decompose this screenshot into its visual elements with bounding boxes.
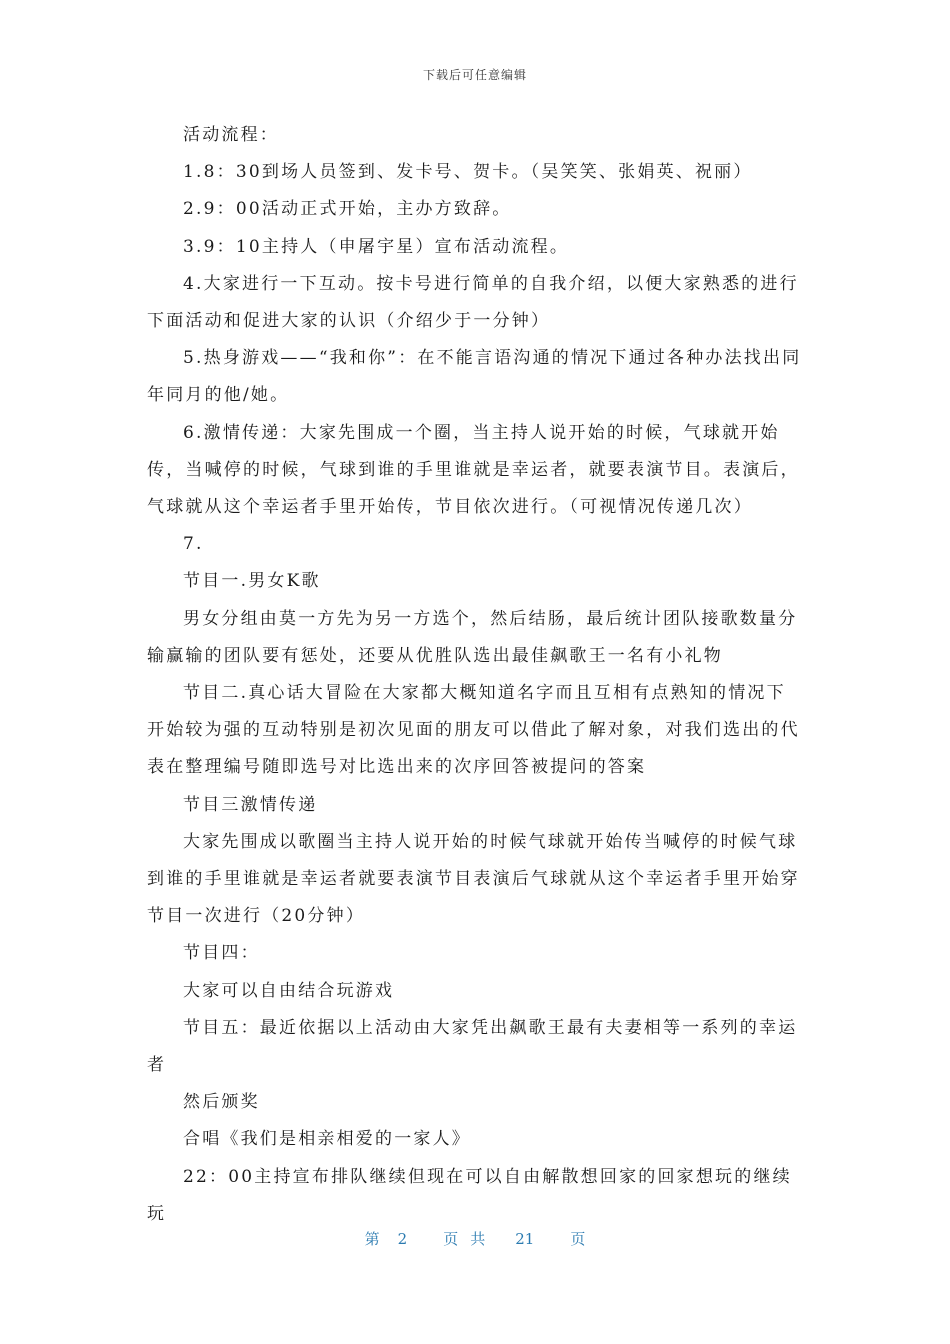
footer-middle: 页共 — [443, 1230, 498, 1248]
page-header: 下载后可任意编辑 — [422, 68, 527, 82]
document-body — [147, 117, 803, 1233]
paragraph-awards: 然后颁奖 — [183, 1092, 260, 1113]
paragraph-step-6: 6.激情传递：大家先围成一个圈，当主持人说开始的时候，气球就开始传，当喊停的时候，气球到谁的手里谁就是幸运者，就要表演节目。表演后，气球就从这个幸运者手里开始传，节目依次进行。（可视情况传递几次） — [147, 422, 800, 518]
paragraph-step-7: 7. — [183, 534, 204, 555]
paragraph-program-3-title: 节目三激情传递 — [183, 794, 318, 815]
paragraph-step-2: 2.9：00活动正式开始，主办方致辞。 — [183, 199, 512, 220]
paragraph-closing: 22：00主持宣布排队继续但现在可以自由解散想回家的回家想玩的继续玩 — [147, 1166, 792, 1224]
paragraph-program-2: 节目二.真心话大冒险在大家都大概知道名字而且互相有点熟知的情况下开始较为强的互动特别是初次见面的朋友可以借此了解对象，对我们选出的代表在整理编号随即选号对比选出来的次序回答被提问的答案 — [147, 683, 800, 778]
paragraph-program-3-body: 大家先围成以歌圈当主持人说开始的时候气球就开始传当喊停的时候气球到谁的手里谁就是幸运者就要表演节目表演后气球就从这个幸运者手里开始穿节目一次进行（20分钟） — [147, 831, 800, 927]
footer-prefix: 第 — [364, 1230, 380, 1248]
page-footer — [0, 1228, 950, 1249]
paragraph-program-1-title: 节目一.男女K歌 — [183, 571, 321, 592]
footer-current-page: 2 — [397, 1230, 408, 1248]
paragraph-program-1-body: 男女分组由莫一方先为另一方选个，然后结肠，最后统计团队接歌数量分输赢输的团队要有惩处，还要从优胜队选出最佳飙歌王一名有小礼物 — [147, 608, 798, 666]
footer-total-pages: 21 — [515, 1230, 535, 1248]
paragraph-step-1: 1.8：30到场人员签到、发卡号、贺卡。（吴笑笑、张娟英、祝丽） — [183, 162, 753, 183]
paragraph-step-4: 4.大家进行一下互动。按卡号进行简单的自我介绍，以便大家熟悉的进行下面活动和促进大家的认识（介绍少于一分钟） — [147, 273, 799, 332]
paragraph-chorus: 合唱《我们是相亲相爱的一家人》 — [183, 1129, 471, 1150]
paragraph-program-4-body: 大家可以自由结合玩游戏 — [183, 980, 395, 1001]
paragraph-step-5: 5.热身游戏——“我和你”：在不能言语沟通的情况下通过各种办法找出同年同月的他/她。 — [147, 348, 802, 406]
footer-suffix: 页 — [570, 1230, 586, 1248]
paragraph-program-5: 节目五：最近依据以上活动由大家凭出飙歌王最有夫妻相等一系列的幸运者 — [147, 1017, 798, 1076]
paragraph-program-4-title: 节目四： — [183, 943, 260, 964]
paragraph-step-3: 3.9：10主持人（申屠宇星）宣布活动流程。 — [183, 236, 570, 257]
paragraph-process-title: 活动流程： — [183, 125, 279, 145]
